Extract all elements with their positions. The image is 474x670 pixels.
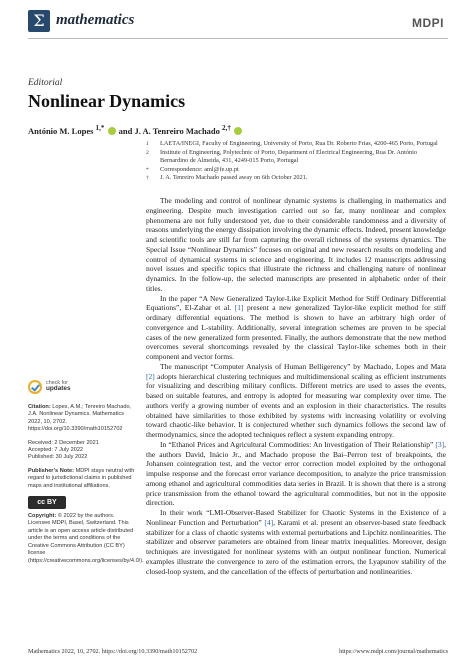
reference-link[interactable]: [3]	[435, 439, 445, 449]
cc-by-icon[interactable]	[28, 496, 66, 509]
correspondence-text[interactable]: Correspondence: aml@fe.up.pt	[160, 165, 239, 173]
author-name[interactable]: António M. Lopes	[28, 125, 94, 136]
affiliation-mark: 2	[146, 149, 149, 156]
affiliation-text: LAETA/INEGI, Faculty of Engineering, University of Porto, Rua Dr. Roberto Frias, 4200-465 Porto, Portugal	[160, 140, 438, 147]
publisher-note-label: Publisher’s Note:	[28, 467, 75, 474]
reference-link[interactable]: [2]	[146, 371, 155, 381]
accepted-date: Accepted: 7 July 2022	[28, 447, 84, 454]
affiliation-mark: †	[146, 175, 149, 182]
paragraph-text: In “Ethanol Prices and Agricultural Commodities: An Investigation of Their Relationship”	[160, 439, 436, 449]
publisher-name: MDPI	[412, 16, 444, 30]
paragraph-text: , the authors David, Inácio Jr., and Machado propose the Bai–Perron test of breakpoints, the Johansen cointegration test, and the vector error correction model exploited by the orthogonal impulse response and the forecast error variance decomposition, to analyze the price transmission among ethanol and agricultural commodities data series in Brazil. It is shown that there is a strong price transmission from the ethanol toward the agricultural commodities, but not in the opposite direction.	[146, 439, 446, 508]
copyright-text[interactable]: © 2022 by the authors. Licensee MDPI, Basel, Switzerland. This article is an open access article distributed under the terms and conditions of the Creative Commons Attribution (CC BY) license (https://creativecommons.org/licenses/by/4.0/).	[28, 513, 144, 564]
paragraph-text: , Karami et al. present an observer-based state feedback stabilizer for a class of chaotic systems with external perturbations and Lipchitz nonlinearities. The stabilizer and observer parameters are obtained from linear matrix inequalities. Moreover, design techniques are investigated for nonlinear systems with an output nonlinear function. Numerical examples illustrate the convergence to zero of the estimation errors, the Lyapunov stability of the closed-loop system, and the cancellation of the effects of perturbation and nonlinearities.	[146, 517, 446, 576]
footer-citation[interactable]: Mathematics 2022, 10, 2702. https://doi.org/10.3390/math10152702	[28, 648, 198, 655]
article-body	[146, 196, 446, 576]
check-updates-bottom: updates	[46, 385, 71, 393]
check-updates-icon	[28, 380, 42, 394]
body-paragraph	[146, 294, 446, 362]
affiliation	[146, 166, 446, 175]
paragraph-text: In the paper “A New Generalized Taylor-Like Explicit Method for Stiff Ordinary Differential Equations”, El-Zahar et al.	[146, 293, 446, 313]
affiliation-text: Institute of Engineering, Polytechnic of Porto, Department of Electrical Engineering, Rua Dr. António Bernardino de Almeida, 431, 4249-015 Porto, Portugal	[160, 148, 418, 165]
affiliation	[146, 149, 446, 166]
affiliation	[146, 174, 446, 183]
article-title: Nonlinear Dynamics	[28, 91, 186, 111]
published-date: Published: 30 July 2022	[28, 454, 88, 461]
dates	[28, 440, 136, 462]
author-marks: 2,†	[222, 124, 231, 132]
received-date: Received: 2 December 2021	[28, 439, 99, 446]
affiliation-mark: 1	[146, 141, 149, 147]
author-marks: 1,*	[95, 124, 105, 132]
journal-header	[28, 10, 448, 36]
author-name[interactable]: J. A. Tenreiro Machado	[134, 125, 220, 136]
check-updates-top: check for	[46, 380, 68, 386]
publisher-note	[28, 468, 136, 490]
author-separator: and	[118, 125, 135, 136]
orcid-icon[interactable]	[108, 127, 116, 135]
publisher-note-text: MDPI stays neutral with regard to jurisdictional claims in published maps and institutional affiliations.	[28, 467, 135, 489]
journal-name[interactable]: mathematics	[56, 12, 135, 28]
body-paragraph: The modeling and control of nonlinear dynamic systems is challenging in mathematics and engineering. Despite much investigation carried out so far, many nonlinear and complex phenomena are not fully understood yet, due to their considerable randomness and a diversity of reasons underlying the energy dissipation involving the dynamic effects. Indeed, present knowledge and scientific tools are still far from capturing the overall richness of the systems dynamics. The Special Issue “Nonlinear Dynamics” focuses on original and new research results on modeling and control of dynamical systems in science and engineering. It includes 12 manuscripts addressing novel issues and specific topics that illustrate the richness and challenging nature of nonlinear dynamics. In the follow-up, the selected manuscripts are presented in alphabetic order of their titles.	[146, 196, 446, 293]
check-for-updates-button[interactable]	[28, 378, 136, 398]
citation-label: Citation:	[28, 404, 51, 410]
paragraph-text: The manuscript “Computer Analysis of Human Belligerency” by Machado, Lopes and Mata	[160, 361, 446, 371]
reference-link[interactable]: [4]	[264, 517, 274, 527]
check-updates-label	[46, 380, 71, 392]
affiliation-mark: *	[146, 166, 149, 173]
affiliation-text: J. A. Tenreiro Machado passed away on 6th October 2021.	[160, 174, 308, 182]
body-paragraph	[146, 508, 446, 576]
affiliations	[146, 140, 446, 183]
paragraph-text: In their work “LMI-Observer-Based Stabilizer for Chaotic Systems in the Existence of a Nonlinear Function and Perturbation”	[146, 508, 446, 527]
body-paragraph	[146, 440, 446, 508]
paragraph-text: adopts hierarchical clustering techniques and multidimensional scaling as efficient instruments for visualizing and describing military conflicts. Different metrics are used to asses the events, based on suitable features, and entropy is adopted for measuring war complexity over time. The authors verify a growing number of events and an explosion in their characteristics. The results obtained have similarities to those exhibited by systems with increasing volatility or evolving toward chaotic-like behavior. It is conjectured whether such dynamics follows the second law of thermodynamics, since the adopted techniques reflect a system expanding entropy.	[146, 371, 446, 439]
paragraph-text: present a new generalized Taylor-like explicit method for stiff ordinary differential equations. The method is shown to have an arbitrary high order of convergence and L-stability. Additionally, several integration schemes are proven to be special cases of the new generalized form presented. Finally, the authors demonstrate that the new method overcomes several shortcomings revealed by the classical Taylor-like schemes both in their component and vector forms.	[146, 303, 446, 361]
publisher-logo[interactable]	[412, 12, 448, 32]
article-sidebar	[28, 378, 144, 571]
cc-badge-label: cc BY	[37, 499, 57, 507]
author-list	[28, 124, 243, 136]
article-type: Editorial	[28, 78, 63, 88]
copyright	[28, 513, 144, 565]
footer-journal-url[interactable]: https://www.mdpi.com/journal/mathematics	[339, 648, 448, 655]
body-paragraph	[146, 362, 446, 440]
affiliation	[146, 140, 446, 149]
citation	[28, 404, 136, 434]
citation-text[interactable]: Lopes, A.M.; Tenreiro Machado, J.A. Nonlinear Dynamics. Mathematics 2022, 10, 2702. https://doi.org/10.3390/math10152702	[28, 404, 132, 433]
orcid-icon[interactable]	[234, 127, 242, 135]
journal-logo[interactable]	[28, 10, 50, 32]
copyright-label: Copyright:	[28, 513, 57, 520]
reference-link[interactable]: [1]	[234, 303, 244, 313]
sigma-icon: Σ	[33, 11, 45, 30]
header-divider	[28, 38, 448, 39]
